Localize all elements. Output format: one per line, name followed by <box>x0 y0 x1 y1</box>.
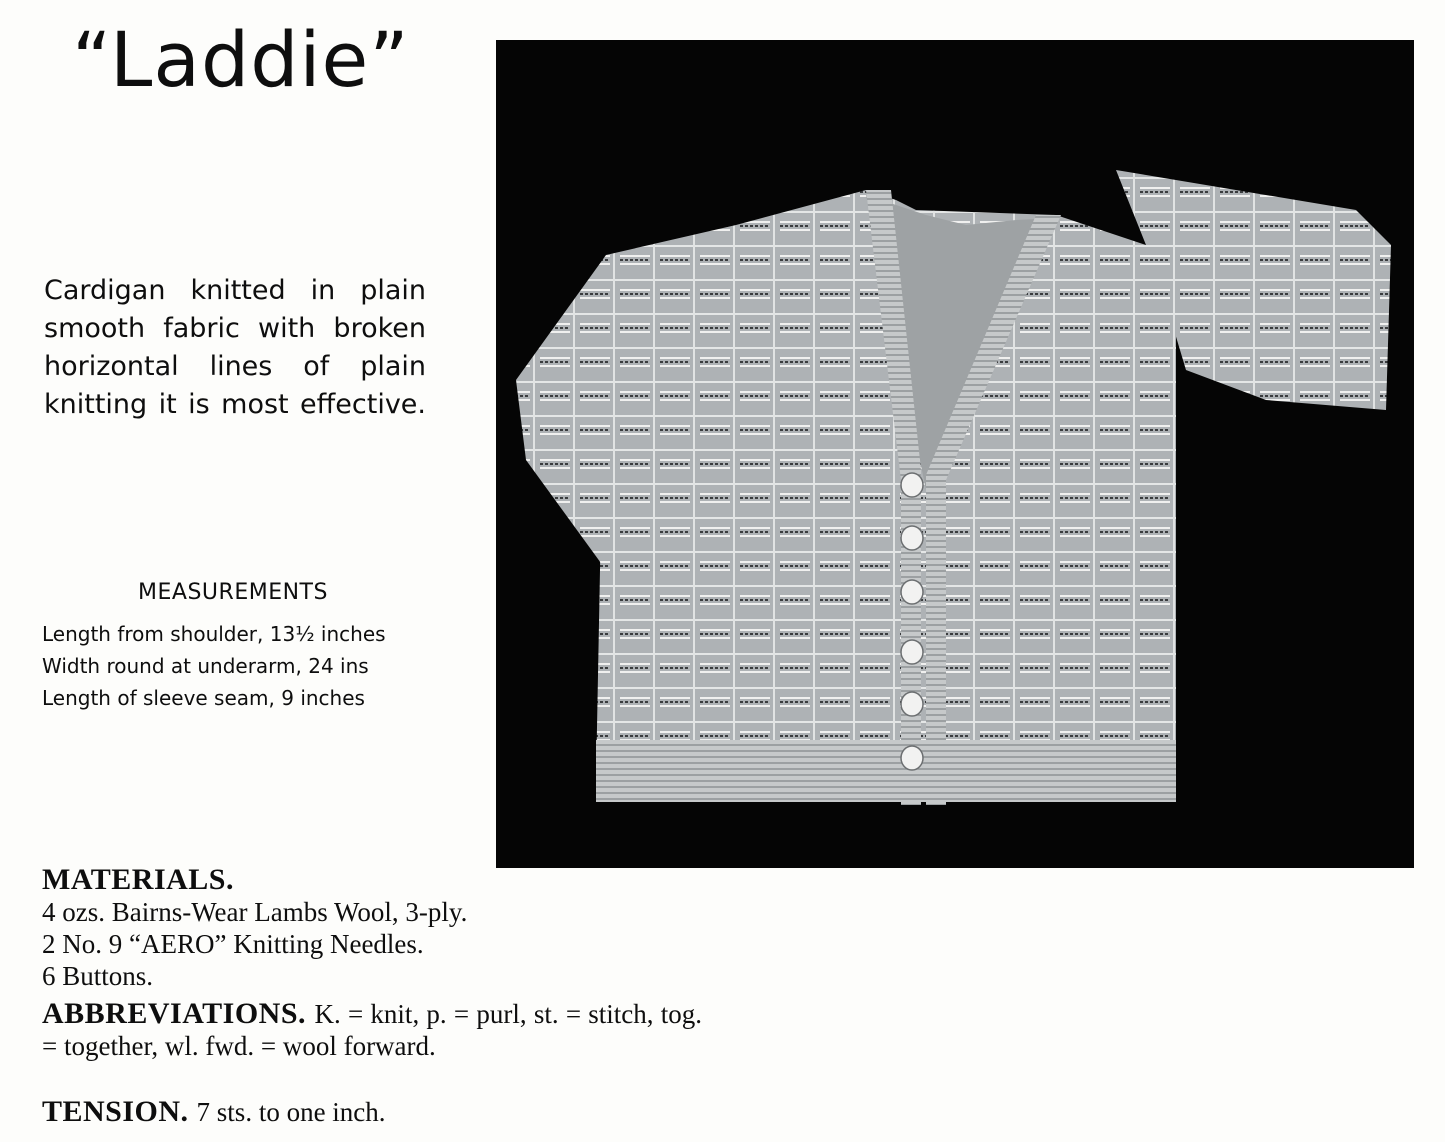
materials-section <box>42 864 702 992</box>
abbreviations-heading: ABBREVIATIONS. <box>42 997 315 1030</box>
materials-item: 6 Buttons. <box>42 961 154 991</box>
intro-paragraph: Cardigan knitted in plain smooth fabric with broken horizontal lines of plain knitting it is most effective. <box>44 275 426 420</box>
materials-heading: MATERIALS. <box>42 863 234 896</box>
tension-section <box>42 1096 702 1128</box>
measurements-list <box>42 618 428 714</box>
abbreviations-text: K. = knit, p. = purl, st. = stitch, tog. = together, wl. fwd. = wool forward. <box>42 999 702 1061</box>
measurement-item: Length of sleeve seam, 9 inches <box>42 686 365 710</box>
cardigan-hem <box>596 740 1176 802</box>
cardigan-illustration <box>496 40 1414 868</box>
page-title: “Laddie” <box>72 15 410 104</box>
materials-item: 2 No. 9 “AERO” Knitting Needles. <box>42 929 424 959</box>
measurement-item: Length from shoulder, 13½ inches <box>42 622 386 646</box>
measurement-item: Width round at underarm, 24 ins <box>42 654 369 678</box>
materials-item: 4 ozs. Bairns-Wear Lambs Wool, 3-ply. <box>42 897 468 927</box>
abbreviations-section <box>42 998 702 1062</box>
tension-text: 7 sts. to one inch. <box>196 1097 386 1127</box>
tension-heading: TENSION. <box>42 1095 197 1128</box>
cardigan-photo <box>496 40 1414 868</box>
measurements-heading: MEASUREMENTS <box>138 580 328 605</box>
